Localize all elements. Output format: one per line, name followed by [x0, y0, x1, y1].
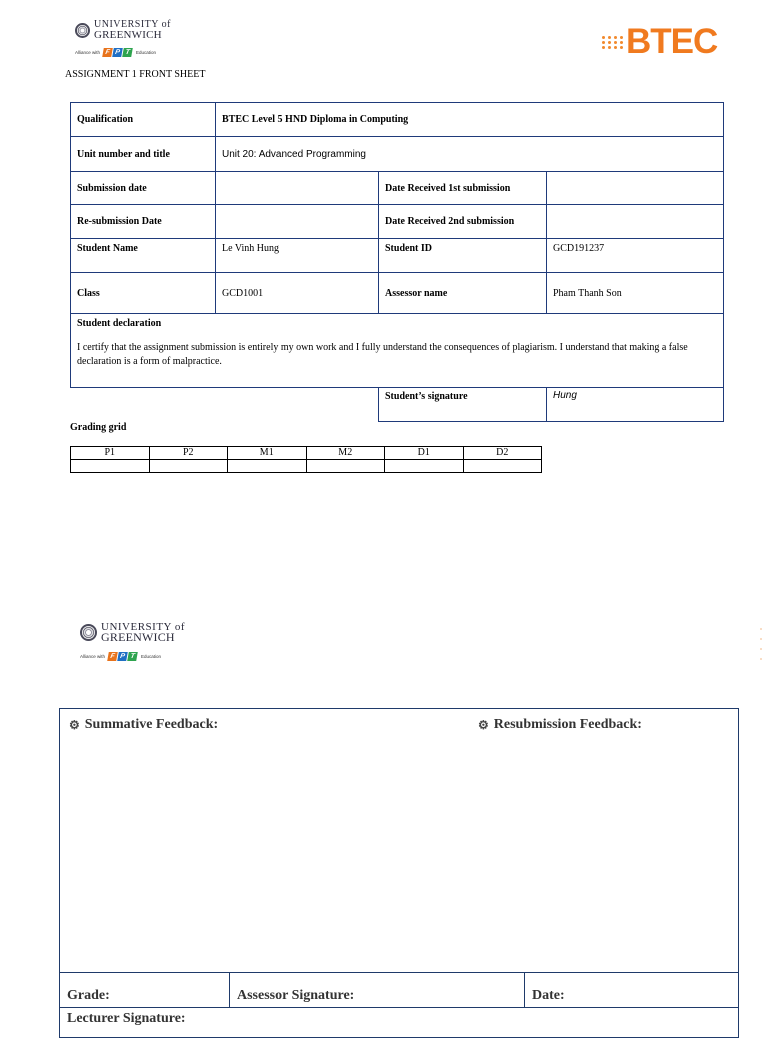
grade-label: Grade: — [60, 973, 230, 1007]
university-name-line1: UNIVERSITY of — [94, 19, 171, 30]
date-received-2-value — [547, 205, 724, 239]
grade-header-p2: P2 — [149, 447, 228, 460]
assessor-label: Assessor name — [379, 273, 547, 314]
signature-label: Student’s signature — [379, 388, 547, 422]
unit-value: Unit 20: Advanced Programming — [216, 137, 724, 172]
alliance-text: Alliance with — [80, 654, 106, 659]
university-name-line2: GREENWICH — [94, 29, 162, 41]
grade-cell-d1[interactable] — [385, 460, 464, 473]
gear-icon: ⚙ — [478, 717, 489, 732]
table-row — [71, 103, 724, 137]
grade-cell-m2[interactable] — [306, 460, 385, 473]
declaration-cell — [71, 314, 724, 388]
assessor-value: Pham Thanh Son — [547, 273, 724, 314]
fpt-letter: T — [122, 48, 133, 57]
grade-cell-p1[interactable] — [71, 460, 150, 473]
table-row — [71, 137, 724, 172]
fpt-alliance — [80, 652, 185, 661]
fpt-logo-icon — [108, 652, 138, 661]
alliance-text: Alliance with — [75, 50, 101, 55]
front-sheet-table — [70, 102, 724, 422]
table-row — [71, 172, 724, 205]
decorative-dots-icon — [760, 628, 763, 660]
student-id-value: GCD191237 — [547, 239, 724, 273]
qualification-value: BTEC Level 5 HND Diploma in Computing — [216, 103, 724, 137]
date-label: Date: — [532, 988, 565, 1003]
btec-dots-icon — [602, 36, 624, 49]
summative-feedback-heading — [69, 717, 218, 733]
class-value: GCD1001 — [216, 273, 379, 314]
university-name-line2: GREENWICH — [101, 630, 175, 644]
student-id-label: Student ID — [379, 239, 547, 273]
resubmission-date-label: Re-submission Date — [71, 205, 216, 239]
grade-header-d2: D2 — [463, 447, 542, 460]
university-logo-2 — [80, 622, 185, 661]
submission-date-label: Submission date — [71, 172, 216, 205]
table-row — [71, 388, 724, 422]
table-row — [71, 314, 724, 388]
grade-cell-m1[interactable] — [228, 460, 307, 473]
fpt-letter: F — [102, 48, 113, 57]
table-row — [71, 273, 724, 314]
fpt-letter: F — [107, 652, 118, 661]
date-received-1-value — [547, 172, 724, 205]
student-name-value: Le Vinh Hung — [216, 239, 379, 273]
fpt-education-text: Education — [141, 654, 162, 659]
grade-header-m2: M2 — [306, 447, 385, 460]
summative-feedback-label: Summative Feedback: — [84, 717, 219, 732]
declaration-text: I certify that the assignment submission is entirely my own work and I fully understand the consequences of plagiarism. I understand that making a false declaration is a form of malpractice. — [77, 342, 688, 367]
table-row — [71, 447, 542, 460]
submission-date-value — [216, 172, 379, 205]
lecturer-signature-label: Lecturer Signature: — [67, 1011, 186, 1026]
grading-grid-table — [70, 446, 542, 473]
date-received-1-label: Date Received 1st submission — [379, 172, 547, 205]
table-row — [71, 239, 724, 273]
feedback-box — [59, 708, 739, 1038]
university-seal-icon — [75, 23, 90, 38]
table-row — [71, 205, 724, 239]
signature-value: Hung — [547, 388, 724, 422]
fpt-alliance — [75, 48, 171, 57]
btec-logo — [602, 22, 717, 62]
gear-icon: ⚙ — [69, 717, 80, 732]
qualification-label: Qualification — [71, 103, 216, 137]
resubmission-feedback-heading — [478, 717, 642, 733]
university-name-line1: UNIVERSITY of — [101, 621, 185, 633]
fpt-letter: P — [117, 652, 128, 661]
grade-header-d1: D1 — [385, 447, 464, 460]
grading-grid-title: Grading grid — [70, 422, 127, 433]
grade-signature-row — [60, 972, 738, 1008]
university-logo — [75, 20, 171, 57]
declaration-title: Student declaration — [77, 318, 162, 329]
assessor-signature-label: Assessor Signature: — [230, 973, 525, 1007]
grade-cell-p2[interactable] — [149, 460, 228, 473]
fpt-logo-icon — [103, 48, 133, 57]
student-name-label: Student Name — [71, 239, 216, 273]
btec-wordmark: BTEC — [626, 22, 718, 61]
grade-header-p1: P1 — [71, 447, 150, 460]
date-received-2-label: Date Received 2nd submission — [379, 205, 547, 239]
resubmission-date-value — [216, 205, 379, 239]
sheet-title: ASSIGNMENT 1 FRONT SHEET — [65, 69, 206, 80]
empty-cell — [71, 388, 379, 422]
resubmission-feedback-label: Resubmission Feedback: — [493, 717, 642, 732]
grade-cell-d2[interactable] — [463, 460, 542, 473]
fpt-letter: P — [112, 48, 123, 57]
grade-header-m1: M1 — [228, 447, 307, 460]
fpt-education-text: Education — [136, 50, 157, 55]
fpt-letter: T — [127, 652, 138, 661]
class-label: Class — [71, 273, 216, 314]
unit-label: Unit number and title — [71, 137, 216, 172]
table-row — [71, 460, 542, 473]
university-seal-icon — [80, 624, 97, 641]
